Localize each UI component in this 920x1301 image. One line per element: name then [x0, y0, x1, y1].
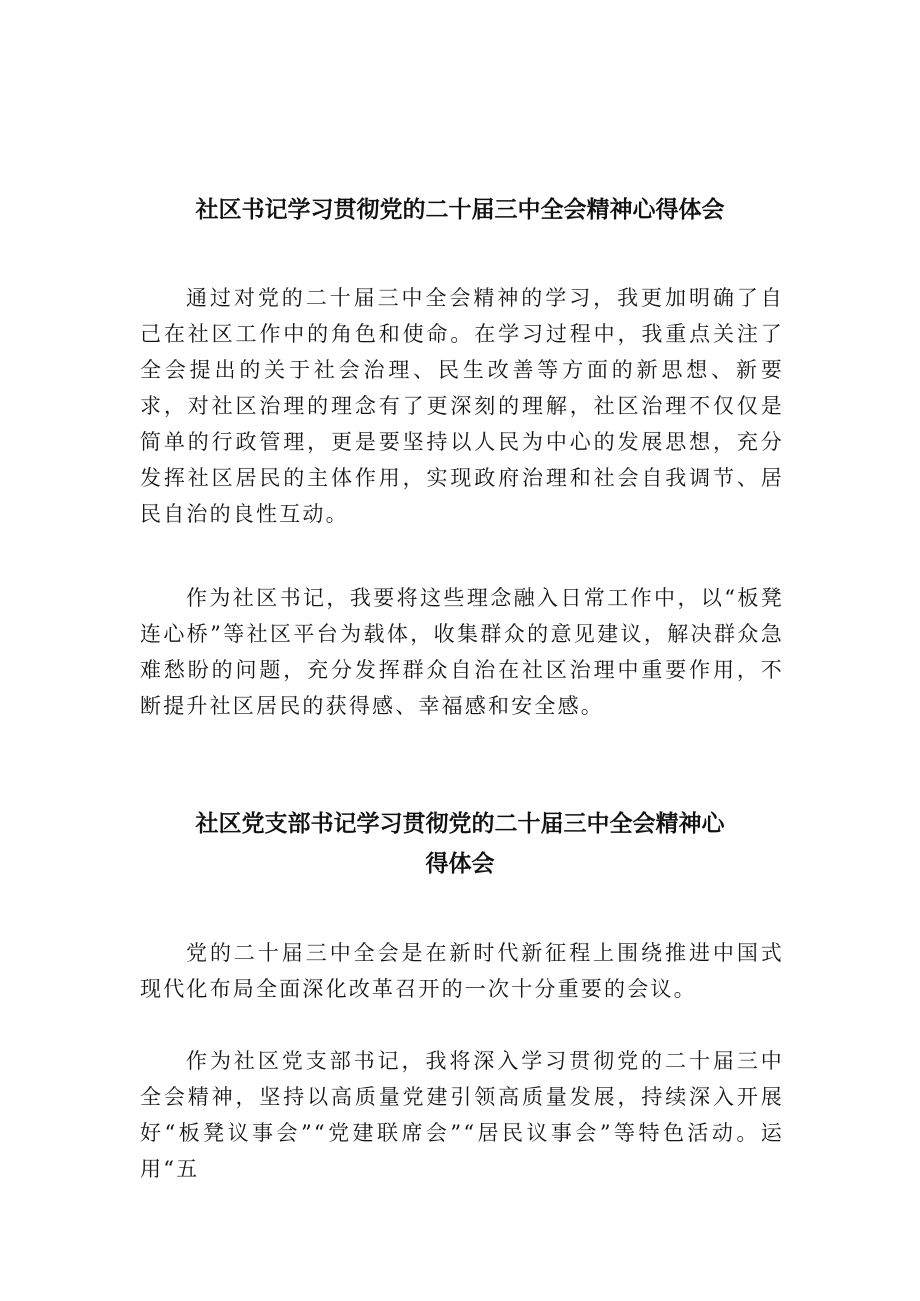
section1-paragraph-2: 作为社区书记，我要将这些理念融入日常工作中，以“板凳连心桥”等社区平台为载体，收集群众的意见建议，解决群众急难愁盼的问题，充分发挥群众自治在社区治理中重要作用，不断提升社区居民的获得感、幸福感和安全感。: [140, 586, 784, 718]
section1-title: 社区书记学习贯彻党的二十届三中全会精神心得体会: [195, 197, 725, 223]
section2-title-line-1: 社区党支部书记学习贯彻党的二十届三中全会精神心: [195, 811, 725, 837]
section1-paragraph-1: 通过对党的二十届三中全会精神的学习，我更加明确了自己在社区工作中的角色和使命。在学习过程中，我重点关注了全会提出的关于社会治理、民生改善等方面的新思想、新要求，对社区治理的理念有了更深刻的理解，社区治理不仅仅是简单的行政管理，更是要坚持以人民为中心的发展思想，充分发挥社区居民的主体作用，实现政府治理和社会自我调节、居民自治的良性互动。: [140, 286, 784, 526]
section2-paragraph-2: 作为社区党支部书记，我将深入学习贯彻党的二十届三中全会精神，坚持以高质量党建引领高质量发展，持续深入开展好“板凳议事会”“党建联席会”“居民议事会”等特色活动。运用“五: [140, 1049, 784, 1181]
section2-title: [0, 804, 920, 884]
section2-paragraph-1: 党的二十届三中全会是在新时代新征程上围绕推进中国式现代化布局全面深化改革召开的一次十分重要的会议。: [140, 941, 784, 1001]
section2-title-line-2: 得体会: [425, 851, 495, 877]
